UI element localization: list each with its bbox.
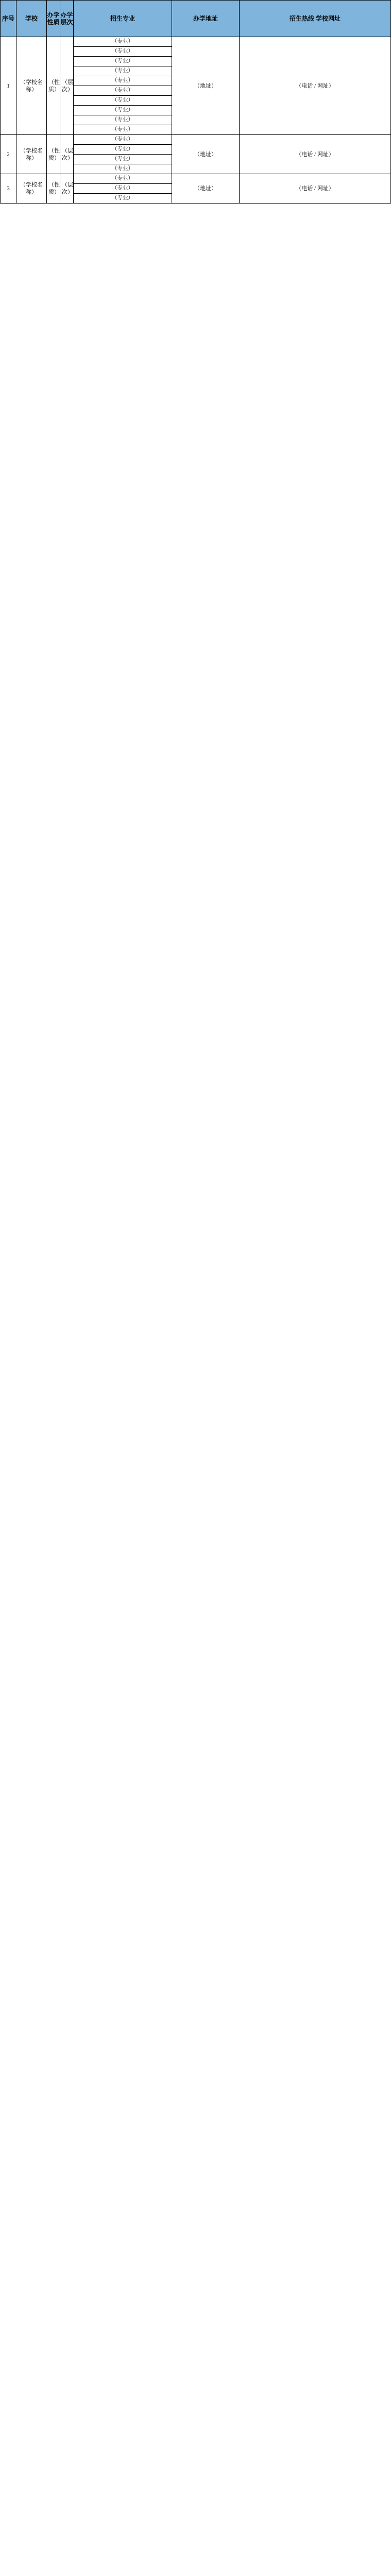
header-row xyxy=(1,1,391,37)
major-cell: （专业） xyxy=(74,145,172,155)
header-address: 办学地址 xyxy=(172,1,240,37)
table-row xyxy=(1,174,391,184)
school-level: （层次） xyxy=(60,135,74,174)
header-school: 学校 xyxy=(16,1,47,37)
major-cell: （专业） xyxy=(74,115,172,125)
school-name: （学校名称） xyxy=(16,37,47,135)
school-no: 2 xyxy=(1,135,16,174)
major-cell: （专业） xyxy=(74,66,172,76)
school-table xyxy=(0,0,391,204)
major-cell: （专业） xyxy=(74,37,172,47)
header-contact: 招生热线 学校网址 xyxy=(240,1,391,37)
header-major: 招生专业 xyxy=(74,1,172,37)
header-nature: 办学性质 xyxy=(47,1,60,37)
major-cell: （专业） xyxy=(74,47,172,57)
school-no: 3 xyxy=(1,174,16,204)
header-no: 序号 xyxy=(1,1,16,37)
school-level: （层次） xyxy=(60,174,74,204)
school-contact: （电话 / 网址） xyxy=(240,37,391,135)
school-name: （学校名称） xyxy=(16,135,47,174)
school-address: （地址） xyxy=(172,174,240,204)
major-cell: （专业） xyxy=(74,194,172,204)
major-cell: （专业） xyxy=(74,135,172,145)
school-nature: （性质） xyxy=(47,37,60,135)
school-level: （层次） xyxy=(60,37,74,135)
table-body xyxy=(1,37,391,204)
major-cell: （专业） xyxy=(74,76,172,86)
major-cell: （专业） xyxy=(74,184,172,194)
table-row xyxy=(1,135,391,145)
major-cell: （专业） xyxy=(74,125,172,135)
major-cell: （专业） xyxy=(74,96,172,106)
major-cell: （专业） xyxy=(74,86,172,96)
major-cell: （专业） xyxy=(74,57,172,66)
major-cell: （专业） xyxy=(74,164,172,174)
school-nature: （性质） xyxy=(47,135,60,174)
school-name: （学校名称） xyxy=(16,174,47,204)
major-cell: （专业） xyxy=(74,155,172,164)
header-level: 办学层次 xyxy=(60,1,74,37)
school-contact: （电话 / 网址） xyxy=(240,135,391,174)
school-contact: （电话 / 网址） xyxy=(240,174,391,204)
school-address: （地址） xyxy=(172,135,240,174)
table-row xyxy=(1,37,391,47)
major-cell: （专业） xyxy=(74,174,172,184)
school-no: 1 xyxy=(1,37,16,135)
school-address: （地址） xyxy=(172,37,240,135)
school-nature: （性质） xyxy=(47,174,60,204)
major-cell: （专业） xyxy=(74,106,172,115)
